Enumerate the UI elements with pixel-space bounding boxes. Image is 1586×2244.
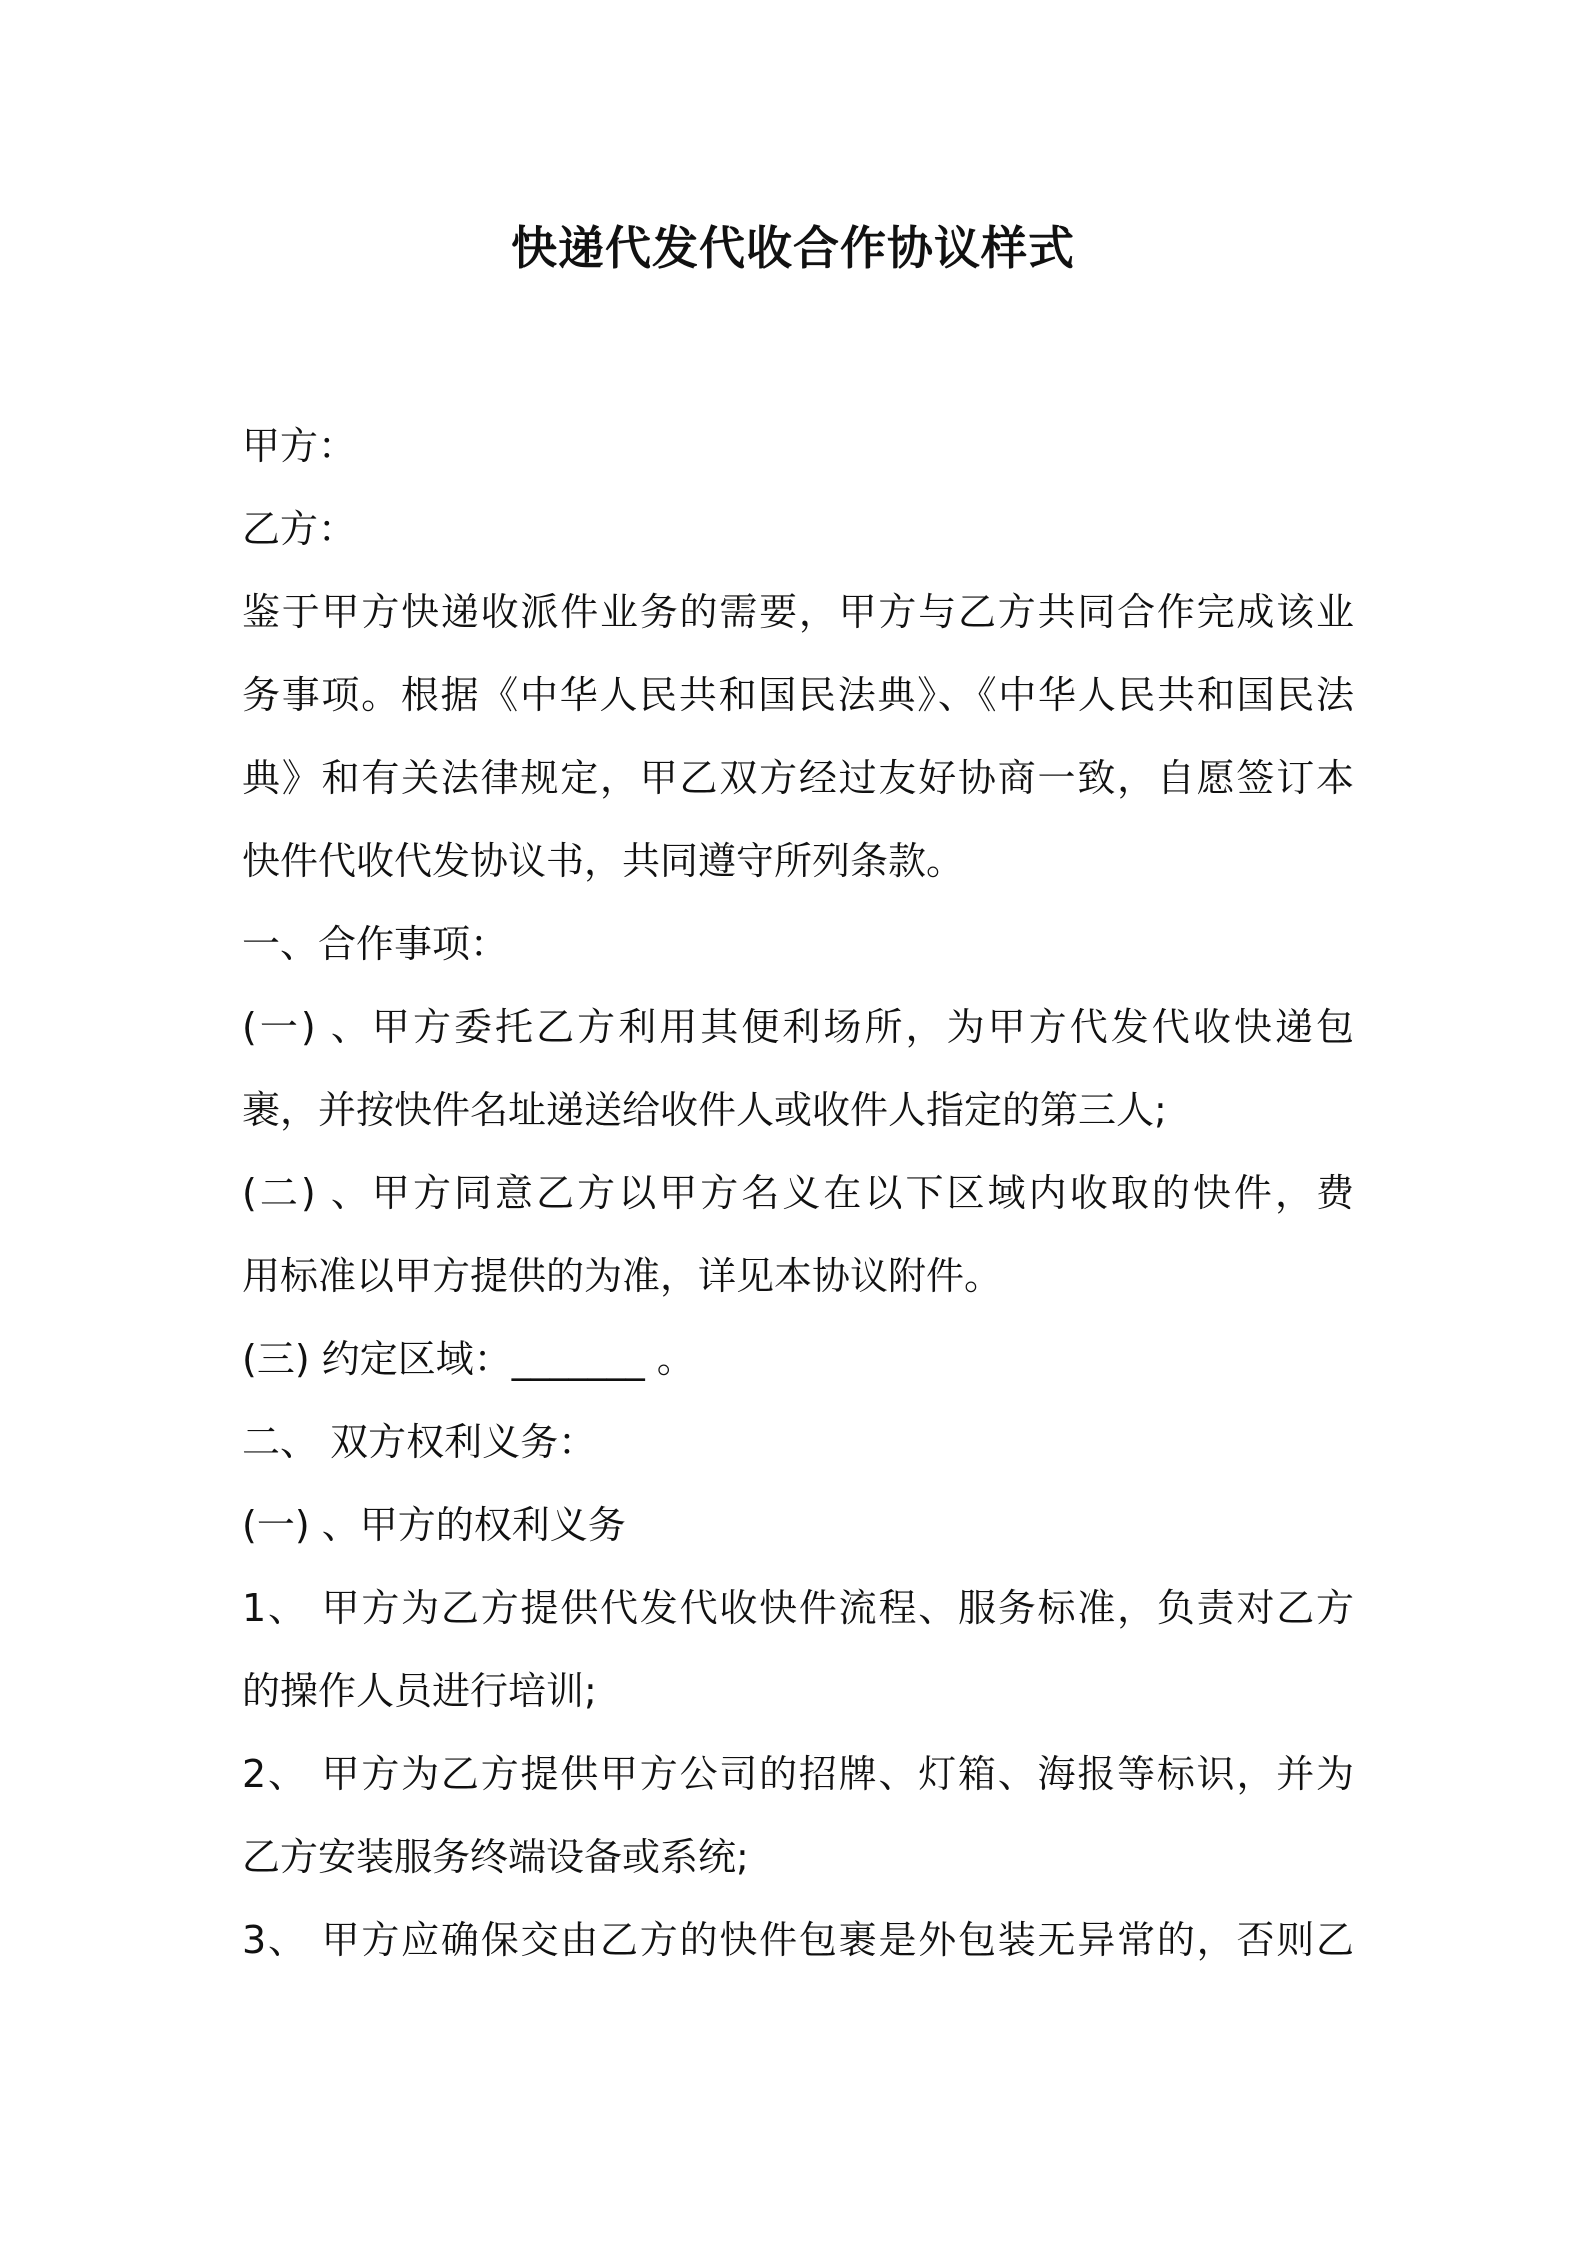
section-heading: 二、 双方权利义务：: [242, 1420, 597, 1464]
document-title: 快递代发代收合作协议样式: [511, 221, 1075, 275]
party-a-line: 甲方：: [242, 424, 357, 468]
paragraph-line: 的操作人员进行培训;: [242, 1669, 597, 1713]
paragraph-line: 典》和有关法律规定，甲乙双方经过友好协商一致，自愿签订本: [242, 756, 1354, 800]
paragraph-line: 乙方安装服务终端设备或系统;: [242, 1835, 749, 1879]
section-heading: 一、合作事项：: [242, 922, 509, 966]
document-body: [242, 405, 1354, 1982]
paragraph-line: 鉴于甲方快递收派件业务的需要，甲方与乙方共同合作完成该业: [242, 590, 1354, 634]
subsection-heading: (一) 、甲方的权利义务: [242, 1503, 626, 1547]
paragraph-line: (三) 约定区域：_______ 。: [242, 1337, 695, 1381]
paragraph-line: 用标准以甲方提供的为准，详见本协议附件。: [242, 1254, 1003, 1298]
paragraph-line: 1、 甲方为乙方提供代发代收快件流程、服务标准，负责对乙方: [242, 1586, 1354, 1630]
paragraph-line: 3、 甲方应确保交由乙方的快件包裹是外包装无异常的，否则乙: [242, 1918, 1354, 1962]
paragraph-line: 裹，并按快件名址递送给收件人或收件人指定的第三人;: [242, 1088, 1167, 1132]
paragraph-line: (二) 、甲方同意乙方以甲方名义在以下区域内收取的快件，费: [242, 1171, 1354, 1215]
paragraph-line: 2、 甲方为乙方提供甲方公司的招牌、灯箱、海报等标识，并为: [242, 1752, 1354, 1796]
paragraph-line: 快件代收代发协议书，共同遵守所列条款。: [242, 839, 965, 883]
party-b-line: 乙方：: [242, 507, 357, 551]
paragraph-line: (一) 、甲方委托乙方利用其便利场所，为甲方代发代收快递包: [242, 1005, 1354, 1049]
paragraph-line: 务事项。根据《中华人民共和国民法典》、《中华人民共和国民法: [242, 673, 1354, 717]
